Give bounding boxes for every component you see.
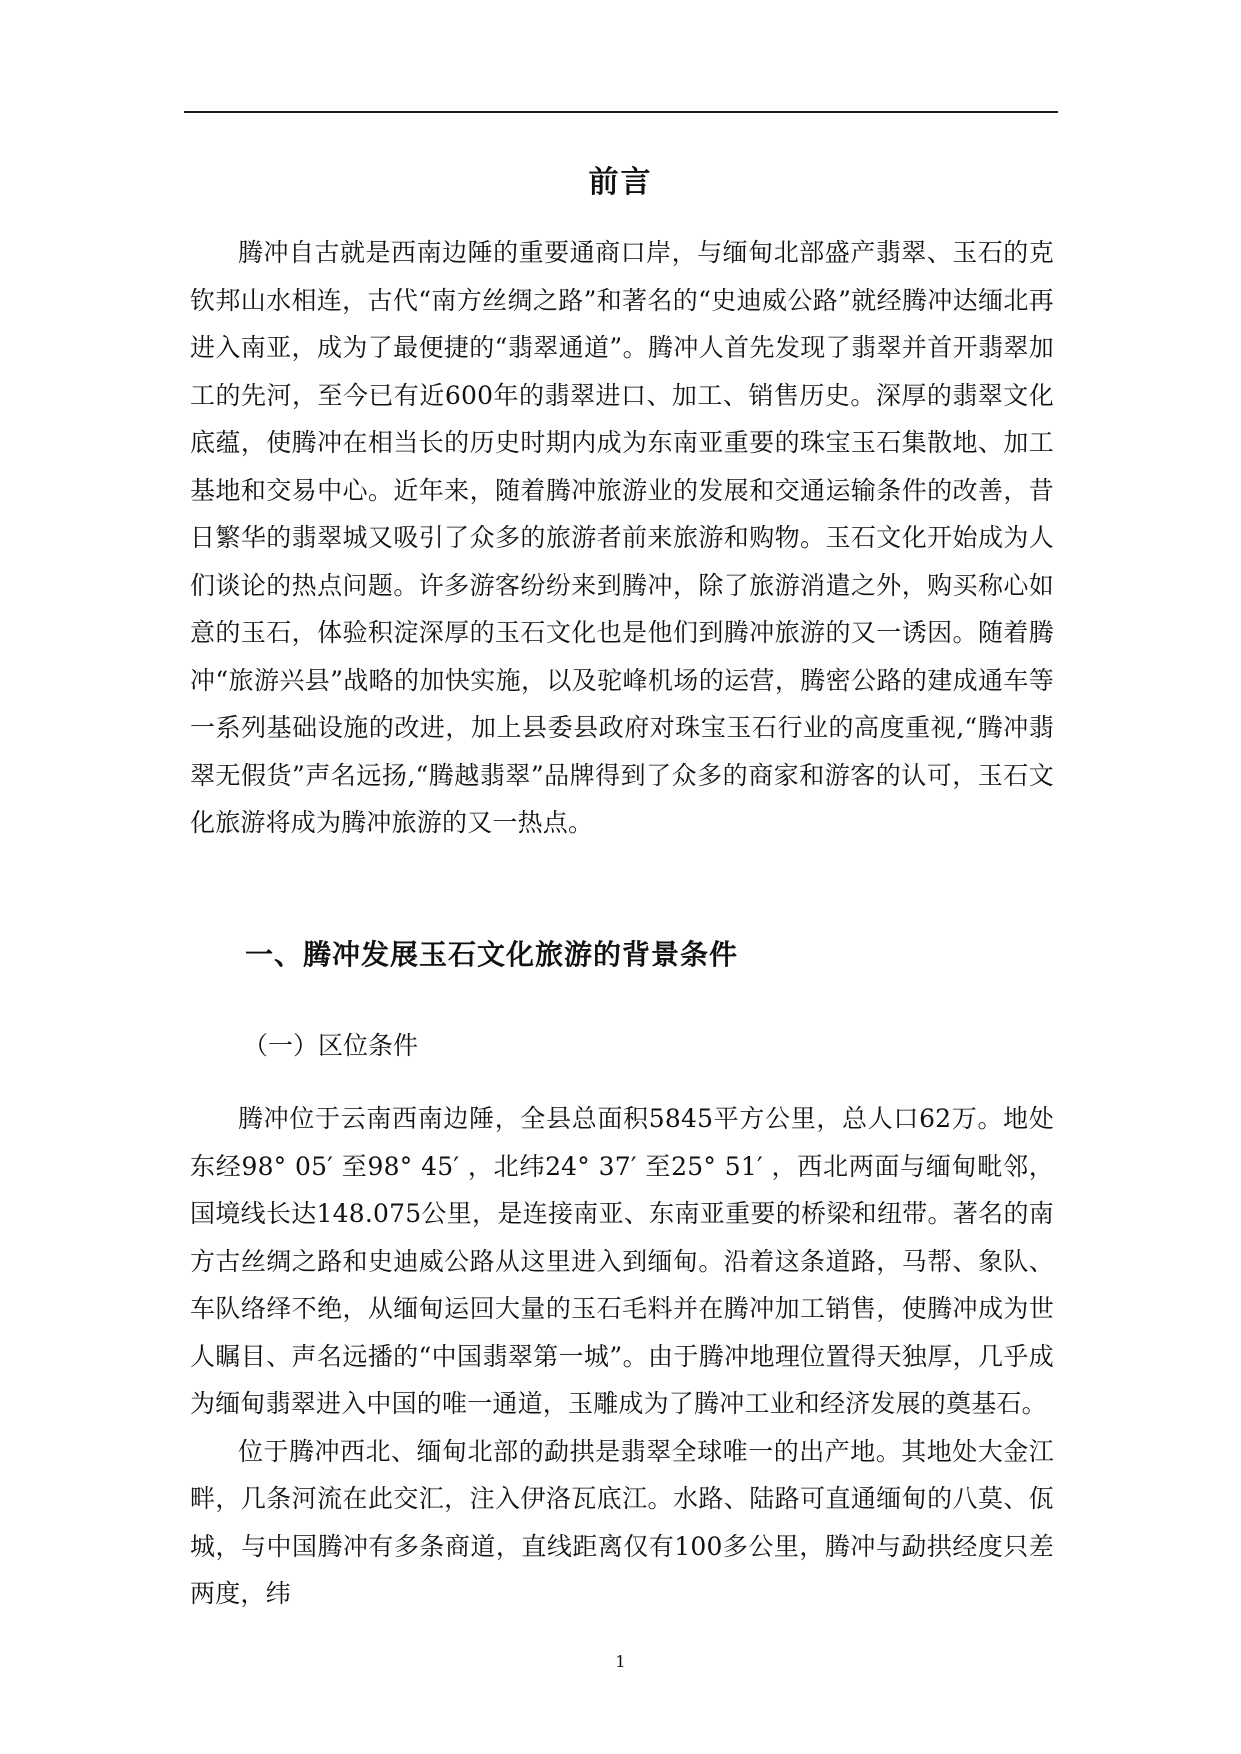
page-title: 前言 (588, 165, 653, 200)
section-heading: 一、腾冲发展玉石文化旅游的背景条件 (245, 938, 739, 971)
sub-heading: （一）区位条件 (243, 1031, 419, 1060)
section-paragraph: 腾冲位于云南西南边陲，全县总面积5845平方公里，总人口62万。地处东经98° 05′ 至98° 45′ ，北纬24° 37′ 至25° 51′ ，西北两面与缅甸毗邻，国境线长达148.075公里，是连接南亚、东南亚重要的桥梁和纽带。著名的南方古丝绸之路和史迪威公路从这里进入到缅甸。沿着这条道路，马帮、象队、车队络绎不绝，从缅甸运回大量的玉石毛料并在腾冲加工销售，使腾冲成为世人瞩目、声名远播的“中国翡翠第一城”。由于腾冲地理位置得天独厚，几乎成为缅甸翡翠进入中国的唯一通道，玉雕成为了腾冲工业和经济发展的奠基石。 (190, 1104, 1054, 1418)
section-paragraph: 位于腾冲西北、缅甸北部的勐拱是翡翠全球唯一的出产地。其地处大金江畔，几条河流在此交汇，注入伊洛瓦底江。水路、陆路可直通缅甸的八莫、佤城，与中国腾冲有多条商道，直线距离仅有100多公里，腾冲与勐拱经度只差两度，纬 (190, 1436, 1054, 1608)
preface-body (190, 229, 1054, 847)
preface-paragraph: 腾冲自古就是西南边陲的重要通商口岸，与缅甸北部盛产翡翠、玉石的克钦邦山水相连，古代“南方丝绸之路”和著名的“史迪威公路”就经腾冲达缅北再进入南亚，成为了最便捷的“翡翠通道”。腾冲人首先发现了翡翠并首开翡翠加工的先河，至今已有近600年的翡翠进口、加工、销售历史。深厚的翡翠文化底蕴，使腾冲在相当长的历史时期内成为东南亚重要的珠宝玉石集散地、加工基地和交易中心。近年来，随着腾冲旅游业的发展和交通运输条件的改善，昔日繁华的翡翠城又吸引了众多的旅游者前来旅游和购物。玉石文化开始成为人们谈论的热点问题。许多游客纷纷来到腾冲，除了旅游消遣之外，购买称心如意的玉石，体验积淀深厚的玉石文化也是他们到腾冲旅游的又一诱因。随着腾冲“旅游兴县”战略的加快实施，以及驼峰机场的运营，腾密公路的建成通车等一系列基础设施的改进，加上县委县政府对珠宝玉石行业的高度重视,“腾冲翡翠无假货”声名远扬,“腾越翡翠”品牌得到了众多的商家和游客的认可，玉石文化旅游将成为腾冲旅游的又一热点。 (190, 238, 1054, 837)
header-rule (184, 111, 1058, 113)
page-number: 1 (615, 1652, 626, 1671)
section-body (190, 1095, 1054, 1618)
